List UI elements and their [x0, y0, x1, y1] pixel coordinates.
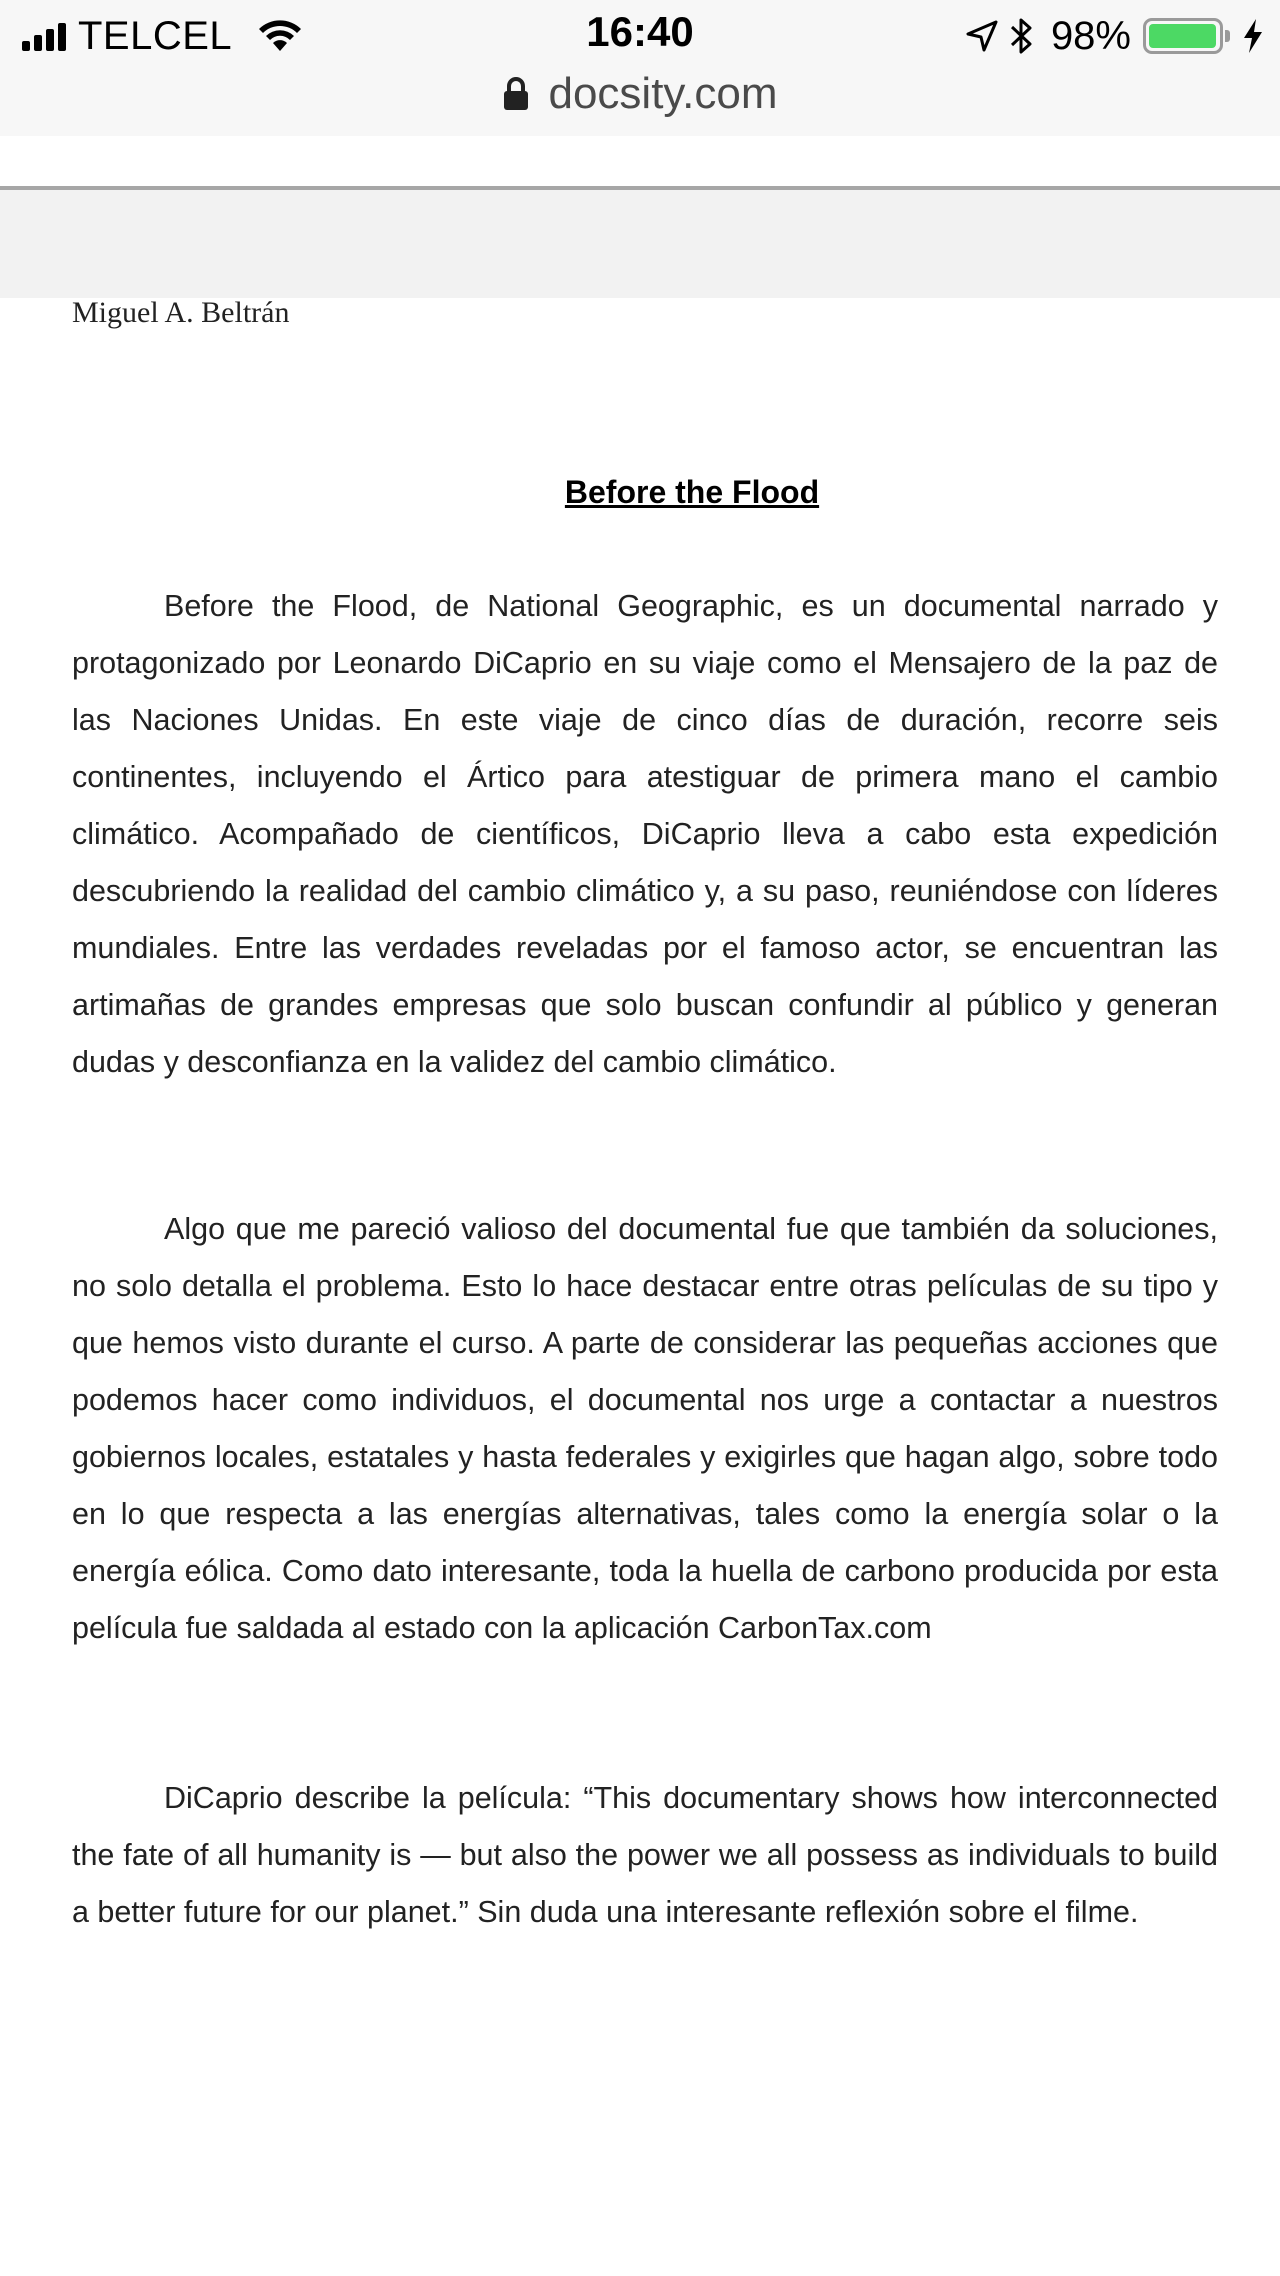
charging-bolt-icon: [1242, 18, 1264, 54]
document-title: Before the Flood: [564, 474, 820, 510]
bluetooth-icon: [1009, 17, 1035, 55]
url-bar[interactable]: [0, 62, 1280, 126]
viewer-header-top: [0, 136, 1280, 186]
battery-icon: [1143, 18, 1223, 54]
clock: 16:40: [586, 8, 694, 55]
battery-percent: 98%: [1050, 13, 1131, 58]
document-paragraph: Before the Flood, de National Geographic, es un documental narrado y protagonizado por Leonardo DiCaprio en su viaje como el Mensajero de la paz de las Naciones Unidas. En este viaje de cinco días de duración, recorre seis continentes, incluyendo el Ártico para atestiguar de primera mano el cambio climático. Acompañado de científicos, DiCaprio lleva a cabo esta expedición descubriendo la realidad del cambio climático y, a su paso, reuniéndose con líderes mundiales. Entre las verdades reveladas por el famoso actor, se encuentran las artimañas de grandes empresas que solo buscan confundir al público y generan dudas y desconfianza en la validez del cambio climático.: [72, 589, 1218, 1079]
document-paragraph: DiCaprio describe la película: “This documentary shows how interconnected the fate of all humanity is — but also the power we all possess as individuals to build a better future for our planet.” Sin duda una interesante reflexión sobre el filme.: [72, 1781, 1218, 1929]
status-bar: [0, 0, 1280, 136]
url-domain[interactable]: docsity.com: [548, 69, 778, 118]
viewer-header-band: [0, 190, 1280, 298]
lock-icon: [502, 77, 530, 111]
document-paragraph: Algo que me pareció valioso del documental fue que también da soluciones, no solo detalla el problema. Esto lo hace destacar entre otras películas de su tipo y que hemos visto durante el curso. A parte de considerar las pequeñas acciones que podemos hacer como individuos, el documental nos urge a contactar a nuestros gobiernos locales, estatales y hasta federales y exigirles que hagan algo, sobre todo en lo que respecta a las energías alternativas, tales como la energía solar o la energía eólica. Como dato interesante, toda la huella de carbono producida por esta película fue saldada al estado con la aplicación CarbonTax.com: [72, 1212, 1218, 1645]
document-author: Miguel A. Beltrán: [72, 296, 290, 329]
carrier-name: TELCEL: [78, 13, 233, 58]
status-right: [965, 12, 1264, 60]
battery-level: [1149, 24, 1216, 48]
location-arrow-icon: [965, 19, 999, 53]
battery-tip: [1225, 30, 1230, 42]
